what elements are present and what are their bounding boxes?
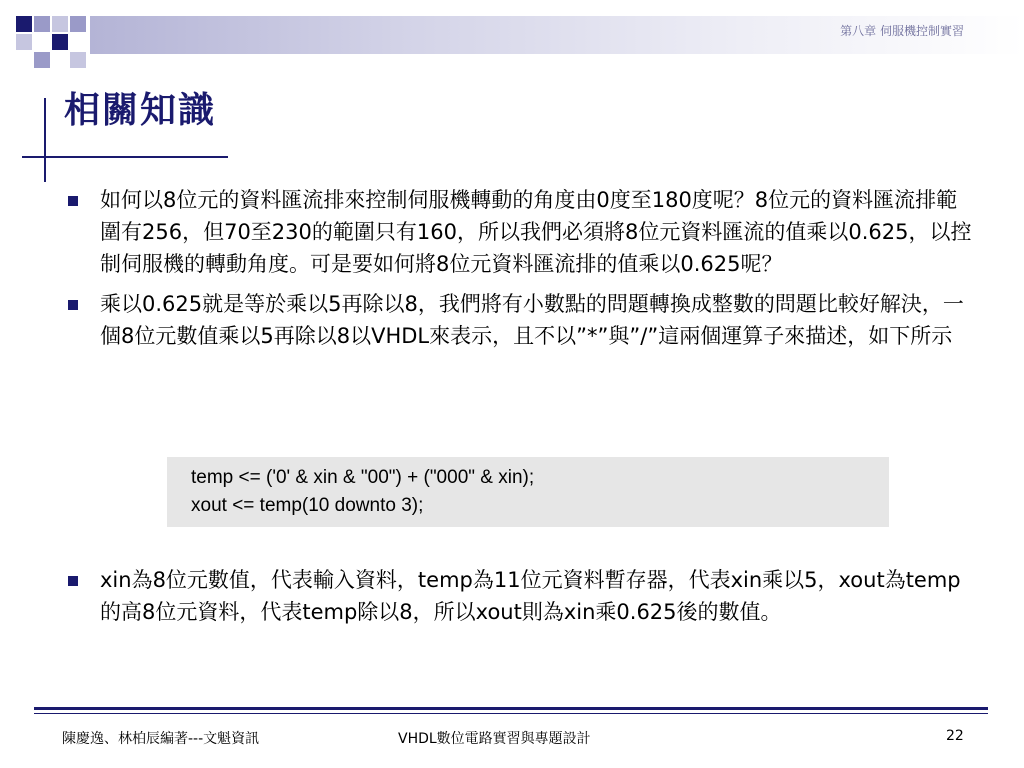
chapter-label: 第八章 伺服機控制實習 <box>840 24 964 38</box>
footer-rule <box>34 713 988 714</box>
code-line: temp <= ('0' & xin & "00") + ("000" & xin); <box>191 467 535 488</box>
title-rule-vertical <box>44 98 46 182</box>
deco-square <box>52 34 68 50</box>
bullet-list <box>68 564 973 636</box>
deco-square <box>16 16 32 32</box>
title-rule-horizontal <box>22 156 228 158</box>
deco-square <box>52 16 68 32</box>
page-number: 22 <box>946 728 964 744</box>
bullet-square-icon <box>68 196 78 206</box>
deco-square <box>16 34 32 50</box>
bullet-item <box>68 564 973 628</box>
bullet-text: 如何以8位元的資料匯流排來控制伺服機轉動的角度由0度至180度呢？8位元的資料匯流排範圍有256，但70至230的範圍只有160，所以我們必須將8位元資料匯流的值乘以0.625，以控制伺服機的轉動角度。可是要如何將8位元資料匯流排的值乘以0.625呢？ <box>100 188 972 276</box>
code-line: xout <= temp(10 downto 3); <box>191 495 424 516</box>
page-title: 相關知識 <box>64 89 217 131</box>
bullet-square-icon <box>68 300 78 310</box>
bullet-item <box>68 288 973 352</box>
footer-book-title: VHDL數位電路實習與專題設計 <box>398 731 591 747</box>
footer-author: 陳慶逸、林柏辰編著---文魁資訊 <box>62 731 260 747</box>
deco-square <box>70 16 86 32</box>
deco-square <box>34 16 50 32</box>
bullet-text: 乘以0.625就是等於乘以5再除以8，我們將有小數點的問題轉換成整數的問題比較好解決，一個8位元數值乘以5再除以8以VHDL來表示，且不以”*”與”/”這兩個運算子來描述，如下所示 <box>100 292 964 348</box>
footer-rule <box>34 707 988 710</box>
deco-square <box>70 52 86 68</box>
deco-square <box>34 52 50 68</box>
bullet-list <box>68 184 973 360</box>
bullet-item <box>68 184 973 280</box>
bullet-square-icon <box>68 576 78 586</box>
bullet-text: xin為8位元數值，代表輸入資料，temp為11位元資料暫存器，代表xin乘以5，xout為temp的高8位元資料，代表temp除以8，所以xout則為xin乘0.625後的數值。 <box>100 568 961 624</box>
code-block <box>167 457 889 527</box>
